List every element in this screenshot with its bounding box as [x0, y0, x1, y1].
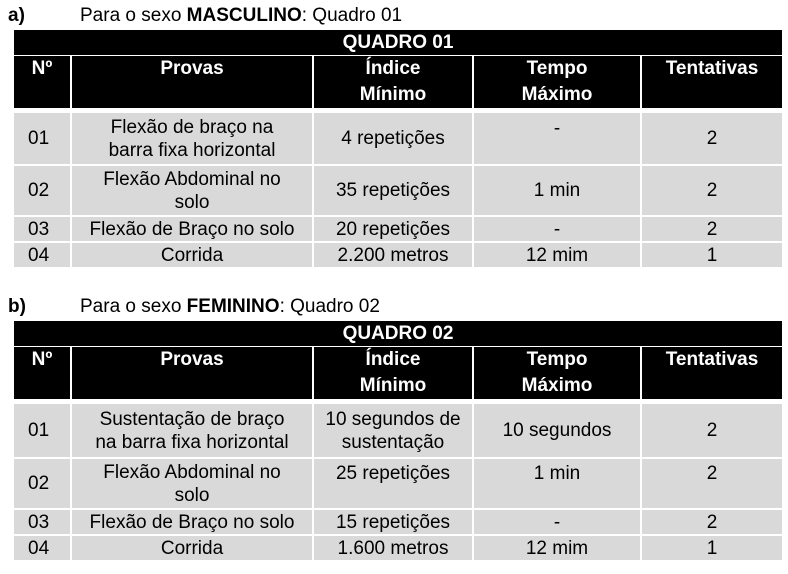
- cell-tentativas: 1: [641, 242, 782, 268]
- cell-tempo: 1 min: [473, 165, 641, 216]
- cell-tempo: 1 min: [473, 458, 641, 509]
- cell-n: 03: [14, 509, 71, 535]
- cell-tentativas: 2: [641, 509, 782, 535]
- cell-indice: 15 repetições: [313, 509, 473, 535]
- table-row: [14, 458, 782, 509]
- cell-tempo: 12 mim: [473, 242, 641, 268]
- quadro-02-title: QUADRO 02: [14, 321, 782, 347]
- table-row: [14, 113, 782, 165]
- quadro-02-table: [14, 321, 782, 562]
- cell-tempo: -: [473, 509, 641, 535]
- section-a-sex: MASCULINO: [186, 5, 302, 26]
- cell-tentativas: 2: [641, 165, 782, 216]
- cell-n: 04: [14, 242, 71, 268]
- header-tempo: Tempo Máximo: [473, 347, 641, 400]
- cell-indice: 35 repetições: [313, 165, 473, 216]
- section-b-heading: [0, 295, 788, 319]
- quadro-01-title: QUADRO 01: [14, 30, 782, 56]
- section-b-prefix: Para o sexo: [80, 296, 187, 317]
- cell-prova: Corrida: [71, 242, 313, 268]
- cell-indice: 20 repetições: [313, 216, 473, 242]
- cell-tempo: -: [473, 113, 641, 165]
- quadro-01-table: [14, 30, 782, 269]
- table-row: [14, 165, 782, 216]
- cell-prova: Corrida: [71, 535, 313, 561]
- header-tempo: Tempo Máximo: [473, 56, 641, 109]
- table-row: [14, 404, 782, 458]
- header-tentativas: Tentativas: [641, 347, 782, 400]
- cell-prova: Sustentação de braço na barra fixa horizontal: [71, 404, 313, 458]
- section-a-letter: a): [8, 5, 25, 26]
- cell-tentativas: 2: [641, 458, 782, 509]
- cell-n: 04: [14, 535, 71, 561]
- table-row: [14, 509, 782, 535]
- cell-tempo: 10 segundos: [473, 404, 641, 458]
- cell-tempo: -: [473, 216, 641, 242]
- cell-tentativas: 1: [641, 535, 782, 561]
- table-row: [14, 216, 782, 242]
- header-provas: Provas: [71, 347, 313, 400]
- cell-indice: 10 segundos de sustentação: [313, 404, 473, 458]
- cell-prova: Flexão Abdominal no solo: [71, 165, 313, 216]
- cell-n: 01: [14, 404, 71, 458]
- cell-indice: 25 repetições: [313, 458, 473, 509]
- cell-n: 01: [14, 113, 71, 165]
- table-row: [14, 535, 782, 561]
- cell-n: 02: [14, 165, 71, 216]
- cell-indice: 2.200 metros: [313, 242, 473, 268]
- cell-indice: 1.600 metros: [313, 535, 473, 561]
- cell-tempo: 12 mim: [473, 535, 641, 561]
- cell-tentativas: 2: [641, 404, 782, 458]
- cell-n: 03: [14, 216, 71, 242]
- header-n: Nº: [14, 56, 71, 109]
- header-indice: Índice Mínimo: [313, 56, 473, 109]
- section-a-suffix: : Quadro 01: [301, 5, 403, 26]
- section-b-sex: FEMININO: [186, 296, 280, 317]
- cell-prova: Flexão de Braço no solo: [71, 509, 313, 535]
- section-b-caption: [80, 295, 380, 319]
- header-tentativas: Tentativas: [641, 56, 782, 109]
- cell-prova: Flexão Abdominal no solo: [71, 458, 313, 509]
- cell-prova: Flexão de Braço no solo: [71, 216, 313, 242]
- section-a-prefix: Para o sexo: [80, 5, 187, 26]
- cell-prova: Flexão de braço na barra fixa horizontal: [71, 113, 313, 165]
- table-row: [14, 242, 782, 268]
- section-b-letter: b): [8, 296, 26, 317]
- header-provas: Provas: [71, 56, 313, 109]
- header-n: Nº: [14, 347, 71, 400]
- cell-n: 02: [14, 458, 71, 509]
- section-a-caption: [80, 4, 402, 28]
- header-indice: Índice Mínimo: [313, 347, 473, 400]
- cell-indice: 4 repetições: [313, 113, 473, 165]
- cell-tentativas: 2: [641, 216, 782, 242]
- cell-tentativas: 2: [641, 113, 782, 165]
- section-b-suffix: : Quadro 02: [279, 296, 380, 317]
- section-a-heading: [0, 4, 788, 28]
